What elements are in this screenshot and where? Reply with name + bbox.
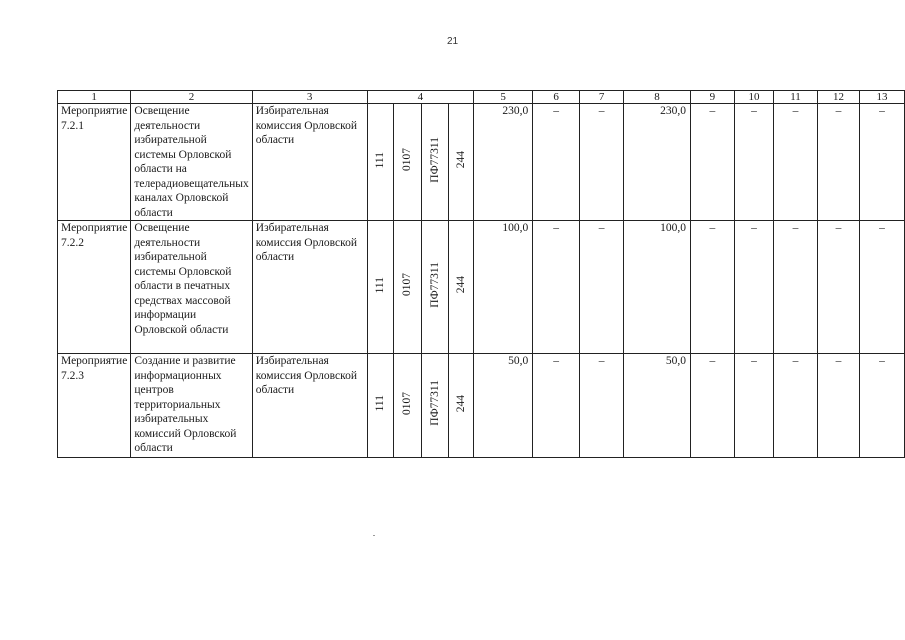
event-cell: Мероприятие 7.2.3 [58, 354, 131, 458]
total-cell: 50,0 [474, 354, 533, 458]
code-target: ПФ77311 [428, 136, 441, 183]
value-cell: – [817, 354, 859, 458]
code-expense: 244 [455, 276, 467, 294]
value-cell: 50,0 [624, 354, 691, 458]
value-cell: – [774, 354, 818, 458]
value-cell: – [690, 354, 734, 458]
event-cell: Мероприятие 7.2.2 [58, 221, 131, 354]
header-cell: 4 [367, 91, 474, 104]
value-cell: – [580, 354, 624, 458]
header-cell: 3 [252, 91, 367, 104]
value-cell: – [580, 221, 624, 354]
code-grbs: 111 [374, 276, 387, 293]
code-expense: 244 [455, 151, 467, 169]
value-cell: – [533, 354, 580, 458]
code-grbs: 111 [374, 151, 387, 168]
value-cell: 230,0 [624, 104, 691, 221]
header-cell: 7 [580, 91, 624, 104]
table-row [58, 221, 905, 354]
header-cell: 2 [131, 91, 252, 104]
value-cell: – [533, 221, 580, 354]
code-expense: 244 [455, 394, 467, 412]
budget-table [57, 90, 905, 458]
header-cell: 1 [58, 91, 131, 104]
value-cell: – [690, 221, 734, 354]
event-cell: Мероприятие 7.2.1 [58, 104, 131, 221]
table-row [58, 354, 905, 458]
executor-cell: Избирательная комиссия Орловской области [252, 104, 367, 221]
code-grbs: 111 [374, 395, 387, 412]
total-cell: 230,0 [474, 104, 533, 221]
value-cell: – [817, 104, 859, 221]
description-cell: Освещение деятельности избирательной системы Орловской области в печатных средствах массовой информации Орловской области [131, 221, 252, 354]
code-target: ПФ77311 [428, 261, 441, 308]
header-cell: 6 [533, 91, 580, 104]
value-cell: – [859, 354, 904, 458]
header-cell: 13 [859, 91, 904, 104]
header-row [58, 91, 905, 104]
code-target: ПФ77311 [428, 380, 441, 427]
value-cell: – [533, 104, 580, 221]
value-cell: – [734, 104, 773, 221]
code-section: 0107 [401, 391, 414, 415]
scan-speck [373, 535, 375, 536]
description-cell: Освещение деятельности избирательной системы Орловской области на телерадиовещательных каналах Орловской области [131, 104, 252, 221]
header-cell: 5 [474, 91, 533, 104]
page-number: 21 [446, 36, 459, 47]
value-cell: – [774, 104, 818, 221]
table-row [58, 104, 905, 221]
value-cell: – [690, 104, 734, 221]
value-cell: – [734, 354, 773, 458]
value-cell: 100,0 [624, 221, 691, 354]
value-cell: – [734, 221, 773, 354]
value-cell: – [859, 221, 904, 354]
value-cell: – [580, 104, 624, 221]
value-cell: – [817, 221, 859, 354]
value-cell: – [859, 104, 904, 221]
header-cell: 9 [690, 91, 734, 104]
header-cell: 8 [624, 91, 691, 104]
header-cell: 11 [774, 91, 818, 104]
value-cell: – [774, 221, 818, 354]
header-cell: 12 [817, 91, 859, 104]
executor-cell: Избирательная комиссия Орловской области [252, 221, 367, 354]
description-cell: Создание и развитие информационных центров территориальных избирательных комиссий Орловской области [131, 354, 252, 458]
total-cell: 100,0 [474, 221, 533, 354]
header-cell: 10 [734, 91, 773, 104]
code-section: 0107 [401, 273, 414, 297]
code-section: 0107 [401, 148, 414, 172]
executor-cell: Избирательная комиссия Орловской области [252, 354, 367, 458]
